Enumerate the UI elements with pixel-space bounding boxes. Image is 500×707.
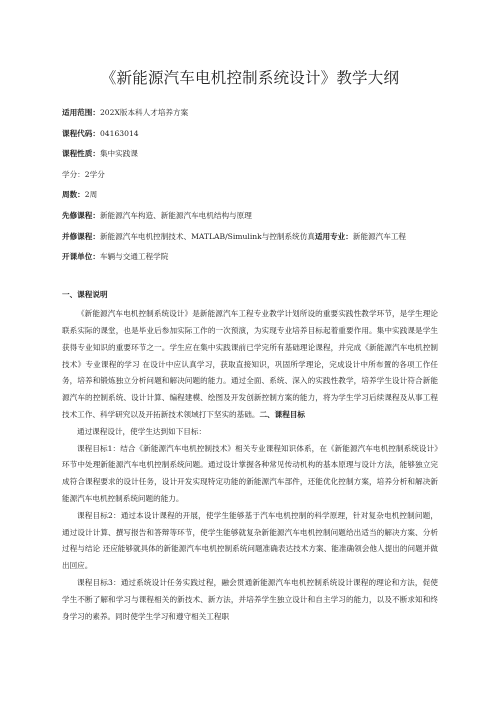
document-title: 《新能源汽车电机控制系统设计》教学大纲 [100,69,400,87]
meta-credit-text: 学分：2学分 [62,169,105,179]
meta-parallel-and-major [62,232,438,241]
meta-prereq-label: 先修课程： [62,210,100,220]
goal-item-3: 课程目标3：通过系统设计任务实践过程，融会贯通新能源汽车电机控制系统设计课程的理论和方法，促使学生不断了解和学习与课程相关的新技术、新方法，并培养学生独立设计和自主学习的能力，以及不断求知和终身学习的素养。同时使学生学习和遵守相关工程职 [62,577,438,621]
section-heading-course-description: 一、课程说明 [62,290,108,300]
meta-college-label: 开课单位： [62,252,100,262]
meta-scope-label: 适用范围： [62,108,100,117]
meta-major-label: 适用专业： [314,231,353,241]
meta-scope-value: 202X版本科人才培养方案 [99,108,189,117]
course-description-paragraph [62,306,438,424]
meta-major-value: 新能源汽车工程 [352,231,407,241]
meta-weeks-label: 周数： [62,190,85,200]
meta-scope [62,108,438,117]
course-goals [62,424,438,626]
meta-code-label: 课程代码： [62,128,100,138]
meta-prereq-value: 新能源汽车构造、新能源汽车电机结构与原理 [99,210,252,220]
meta-college-value: 车辆与交通工程学院 [99,252,169,262]
meta-type-label: 课程性质： [62,149,100,159]
meta-code [62,129,438,138]
goal-item-2: 课程目标2：通过本设计课程的开展，使学生能够基于汽车电机控制的科学原理，针对复杂电机控制问题，通过设计计算、撰写报告和答辩等环节，使学生能够就复杂新能源汽车电机控制问题给出适当的解决方案、分析过程与结论 还应能够就具体的新能源汽车电机控制系统问题准确表达技术方案、能准确领会他人提出的问题并做出回应。 [62,510,438,571]
meta-college [62,252,438,261]
course-meta [62,108,438,261]
meta-weeks-value: 2周 [84,190,98,200]
meta-prereq [62,211,438,220]
meta-code-value: 04163014 [99,128,139,138]
meta-type [62,149,438,158]
course-description-text: 《新能源汽车电机控制系统设计》是新能源汽车工程专业教学计划所设的重要实践性教学环节，是学生理论联系实际的课堂，也是毕业后参加实际工作的一次预演，为实现专业培养目标起着重要作用。集中实践课是学生获得专业知识的重要环节之一。学生应在集中实践课前已学完所有基础理论课程，并完成《新能源汽车电机控制技术》专业课程的学习 在设计中应认真学习，获取直接知识，巩固所学理论，完成设计中所布置的各项工作任务，培养和锻炼独立分析问题和解决问题的能力。通过全面、系统、深入的实践性教学，培养学生设计符合新能源汽车的控制系统、设计计算、编程建模、绘图及开发创新控制方案的能力，将为学生学习后续课程及从事工程技术工作、科学研究以及开拓新技术领域打下坚实的基础。 [62,309,438,419]
meta-parallel-value: 新能源汽车电机控制技术、MATLAB/Simulink与控制系统仿真 [99,231,315,241]
goals-intro: 通过课程设计，使学生达到如下目标： [77,426,207,436]
goal-item-1: 课程目标1：结合《新能源汽车电机控制技术》相关专业课程知识体系，在《新能源汽车电机控制系统设计》环节中处理新能源汽车电机控制系统问题。通过设计掌握各种常见传动机构的基本原理与设计方法，能够独立完成符合课程要求的设计任务，设计开发实现特定功能的新能源汽车部件，还能优化控制方案，培养分析和解决新能源汽车电机控制系统问题的能力。 [62,443,438,503]
meta-weeks [62,190,438,199]
section-heading-course-goals: 二、课程目标 [259,409,305,419]
meta-type-value: 集中实践课 [99,149,138,159]
meta-parallel-label: 并修课程： [62,231,100,241]
meta-credit [62,170,438,179]
